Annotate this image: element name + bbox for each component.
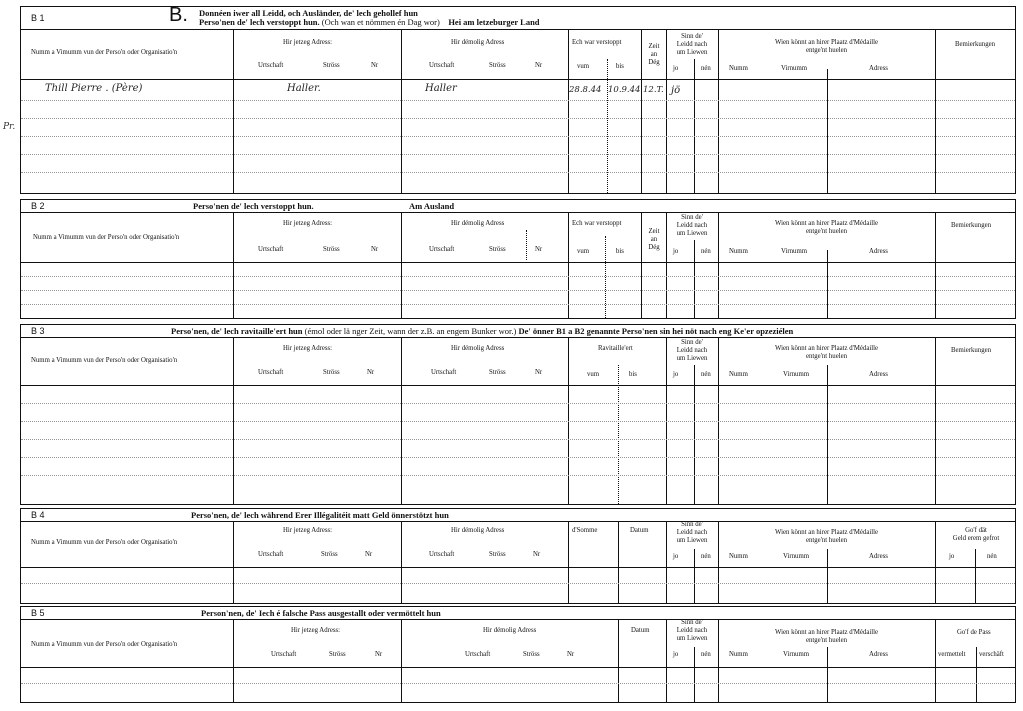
- section-code: B 1: [31, 13, 45, 23]
- entry-former-town: Haller: [425, 83, 457, 94]
- section-b4: B 4 Perso'nen, de' lech während Erer Illégalitéit matt Geld önnerstötzt hun Numm a Vimumm vun der Perso'n oder Organisatio'n Hir jetzeg Adress: Urtschaft Ströss Nr Hir démolig Adress Urtschaft Ströss Nr d'Somme Datum Sinn de' Leidd nach um Liewen jo nén Wien könnt an hirer Plaatz d'Médaille entge'nt huelen Numm Virnumm Adress Go'f dät Geld erem gefrot jo nén: [20, 508, 1016, 604]
- days-header: Zeit an Dég: [648, 43, 660, 66]
- section-code: B 3: [31, 326, 45, 336]
- section-b1: B 1 B. Donnéen iwer all Leidd, och Ausländer, de' lech gehollef hun Perso'nen de' lech verstoppt hun. (Och wan et nömmen én Dag wor) Hei am letzeburger Land Numm a Vimumm vun der Perso'n oder Organisatio'n Hir jetzeg Adress: Urtschaft Ströss Nr Hir démolig Adress Urtschaft Ströss Nr Ech war verstoppt vum bis Zeit an Dég Sinn de' Leidd nach um Liewen jo nén Wien könnt an hirer Plaatz d'Médaille entge'nt huelen Numm Virnumm Adress Bemierkungen Thill Pierre . (Père) Haller. Haller 28.8.44 10.9.44 12.T. jö: [20, 6, 1016, 194]
- date-header: Datum: [630, 527, 649, 534]
- money-back-header: Go'f dät Geld erem gefrot: [952, 527, 1000, 542]
- section-b3: B 3 Perso'nen, de' lech ravitaille'ert hun (émol oder lä nger Zeit, wann der z.B. an engem Bunker wor.) De' önner B1 a B2 genannte Perso'nen sin hei nöt nach eng Ke'er opzeziélen Numm a Vimumm vun der Perso'n oder Organisatio'n Hir jetzeg Adress: Urtschaft Ströss Nr Hir démolig Adress Urtschaft Ströss Nr Ravitaille'ert vum bis Sinn de' Leidd nach um Liewen jo nén Wien könnt an hirer Plaatz d'Médaille entge'nt huelen Numm Virnumm Adress Bemierkungen: [20, 324, 1016, 505]
- former-address-header: Hir démolig Adress: [451, 39, 505, 46]
- current-address-header: Hir jetzeg Adress:: [283, 39, 333, 46]
- section-code: B 5: [31, 608, 45, 618]
- section-title: Perso'nen, de' lech während Erer Illégalitéit matt Geld önnerstötzt hun: [191, 510, 449, 520]
- form-letter: B.: [169, 4, 188, 26]
- section-code: B 4: [31, 510, 45, 520]
- entry-current-town: Haller.: [287, 83, 321, 94]
- entry-from: 28.8.44: [569, 85, 602, 95]
- margin-note: Pr.: [3, 122, 16, 132]
- entry-alive: jö: [671, 85, 681, 96]
- sum-header: d'Somme: [572, 527, 598, 534]
- pass-header: Go'f de Pass: [957, 629, 991, 636]
- ravit-header: Ravitaille'ert: [598, 345, 633, 352]
- header-line-2: Perso'nen de' lech verstoppt hun. (Och wan et nömmen én Dag wor) Hei am letzeburger Land: [199, 17, 540, 27]
- section-b2: B 2 Perso'nen de' lech verstoppt hun. Am Ausland Numm a Vimumm vun der Perso'n oder Organisatio'n Hir jetzeg Adress: Urtschaft Ströss Nr Hir démolig Adress Urtschaft Ströss Nr Ech war verstoppt vum bis Zeit an Dég Sinn de' Leidd nach um Liewen jo nén Wien könnt an hirer Plaatz d'Médaille entge'nt huelen Numm Virnumm Adress Bemierkungen: [20, 199, 1016, 319]
- section-extra: Am Ausland: [409, 201, 455, 211]
- section-b5: B 5 Person'nen, de' Iech é falsche Pass ausgestallt oder vermöttelt hun Numm a Vimumm vun der Perso'n oder Organisatio'n Hir jetzeg Adress: Urtschaft Ströss Nr Hir démolig Adress Urtschaft Ströss Nr Datum Sinn de' Leidd nach um Liewen jo nén Wien könnt an hirer Plaatz d'Médaille entge'nt huelen Numm Virnumm Adress Go'f de Pass vermettelt verschäft: [20, 606, 1016, 703]
- entry-to: 10.9.44: [608, 85, 641, 95]
- entry-days: 12.T.: [643, 85, 664, 95]
- alive-header: Sinn de' Leidd nach um Liewen: [676, 33, 708, 56]
- remarks-header: Bemierkungen: [955, 41, 996, 48]
- section-title: Person'nen, de' Iech é falsche Pass ausgestallt oder vermöttelt hun: [201, 608, 441, 618]
- section-title: Perso'nen de' lech verstoppt hun.: [193, 201, 314, 211]
- date-header: Datum: [631, 627, 650, 634]
- entry-name: Thill Pierre . (Père): [45, 83, 143, 94]
- hidden-header: Ech war verstoppt: [572, 39, 622, 46]
- section-code: B 2: [31, 201, 45, 211]
- medal-header: Wien könnt an hirer Plaatz d'Médaille entge'nt huelen: [774, 39, 879, 54]
- name-col-header: Numm a Vimumm vun der Perso'n oder Organisatio'n: [31, 49, 178, 56]
- section-b1-header: [21, 4, 1015, 30]
- header-line-1: Donnéen iwer all Leidd, och Ausländer, de' lech gehollef hun: [199, 8, 418, 18]
- section-title: Perso'nen, de' lech ravitaille'ert hun (émol oder lä nger Zeit, wann der z.B. an engem Bunker wor.) De' önner B1 a B2 genannte Perso'nen sin hei nöt nach eng Ke'er opzeziélen: [171, 326, 794, 336]
